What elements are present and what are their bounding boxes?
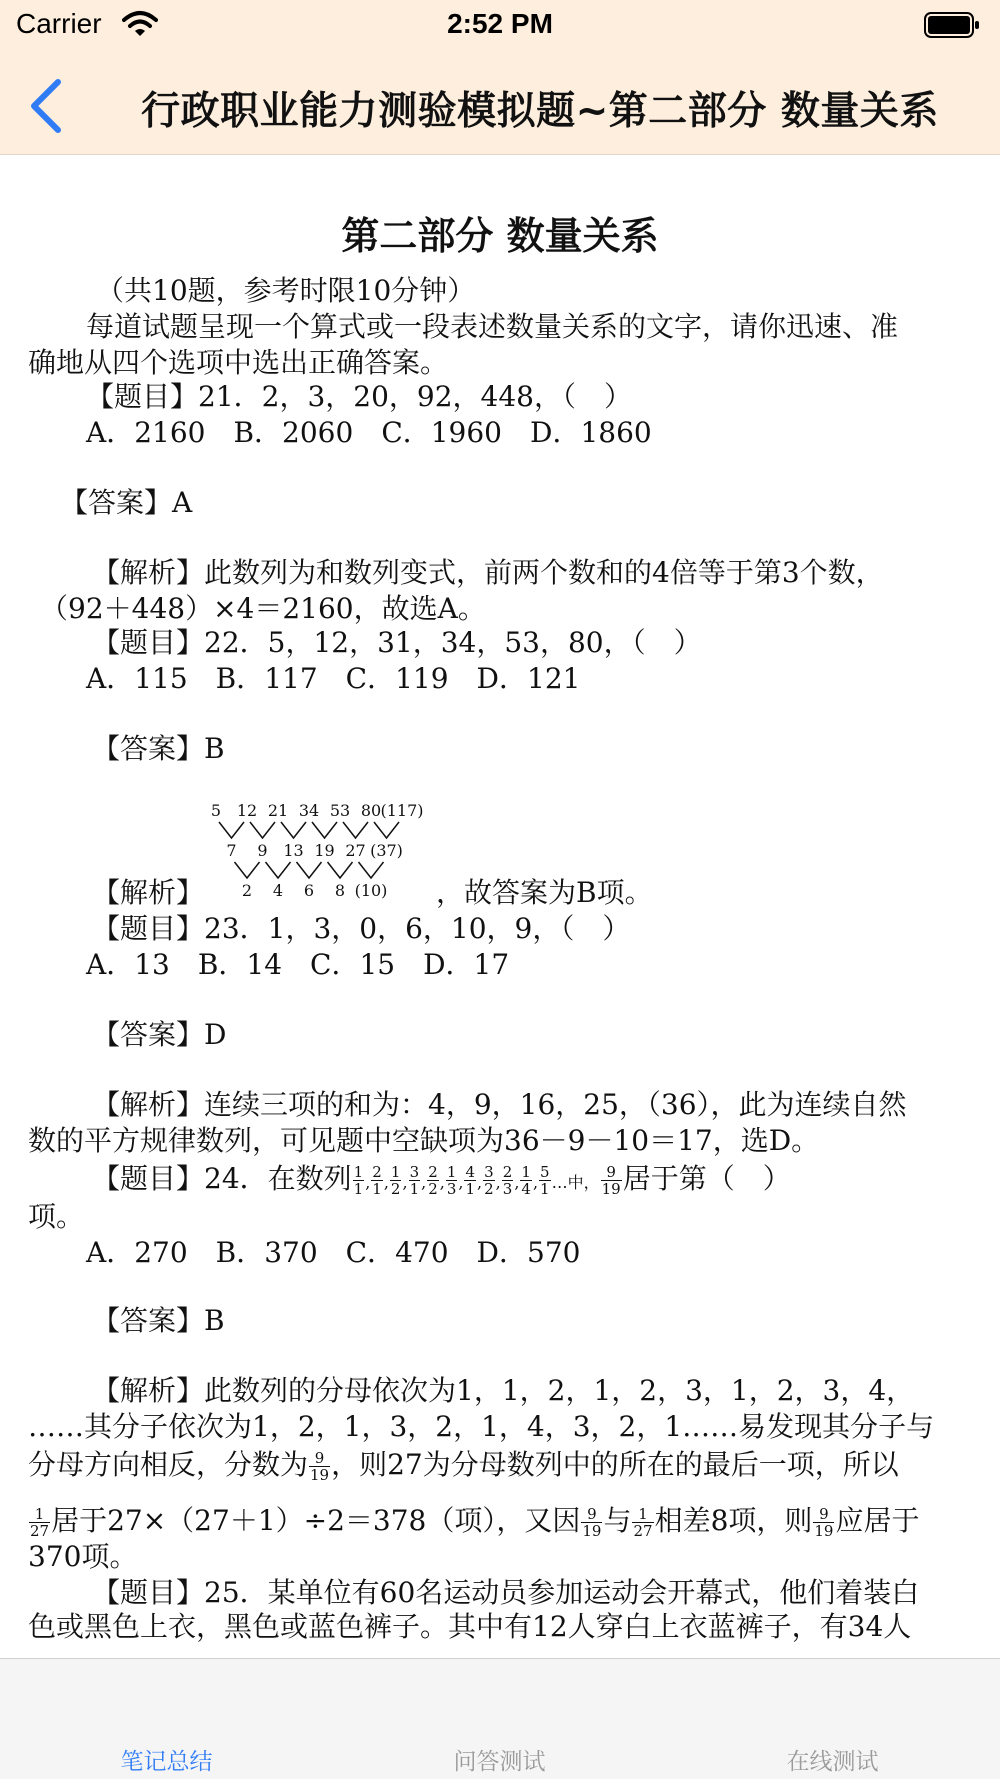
tab-bar — [0, 1658, 1000, 1779]
diagram-connector — [312, 822, 337, 838]
q25-question-2: 色或黑色上衣，黑色或蓝色裤子。其中有12人穿白上衣蓝裤子，有34人 — [28, 1610, 912, 1643]
sequence-fraction: $\frac{1}{4}$ — [521, 1163, 531, 1198]
diagram-number: 8 — [334, 881, 346, 900]
q24-answer: 【答案】B — [92, 1304, 225, 1337]
sequence-fraction: $\frac{4}{1}$ — [465, 1163, 476, 1198]
sequence-separator: , — [532, 1173, 539, 1192]
section-title: 第二部分 数量关系 — [341, 214, 659, 258]
battery-icon — [924, 12, 980, 38]
diagram-connector — [343, 822, 368, 838]
nav-title: 行政职业能力测验模拟题~第二部分 数量关系 — [141, 89, 939, 134]
q23-question: 【题目】23．1，3，0，6，10，9，（ ） — [92, 912, 631, 945]
q24-question-start: 【题目】24．在数列 — [92, 1162, 352, 1195]
sequence-separator: , — [421, 1173, 427, 1192]
q23-analysis-1: 【解析】连续三项的和为：4，9，16，25，（36），此为连续自然 — [92, 1088, 907, 1121]
carrier-label: Carrier — [16, 8, 102, 39]
diagram-number: 19 — [314, 841, 335, 860]
sequence-separator: , — [477, 1173, 483, 1192]
q22-analysis-tail: ，故答案为B项。 — [436, 876, 653, 909]
sequence-separator: , — [402, 1173, 408, 1192]
back-chevron-icon[interactable] — [24, 74, 72, 138]
diagram-connector — [266, 862, 291, 878]
q24-seq-tail: …中， — [551, 1173, 600, 1192]
diagram-number: 7 — [226, 841, 237, 860]
q24-analysis-3-b: ，则27为分母数列中的所在的最后一项，所以 — [331, 1448, 899, 1481]
sequence-separator: , — [495, 1173, 501, 1192]
q24-target-fraction: $\frac{9}{19}$ — [601, 1163, 621, 1198]
fraction-9-19: $\frac{9}{19}$ — [582, 1505, 602, 1540]
fraction-1-27: $\frac{1}{27}$ — [633, 1505, 653, 1540]
diagram-connector — [281, 822, 306, 838]
status-bar — [0, 0, 1000, 50]
diagram-number: 13 — [283, 841, 304, 860]
q24-question-end: 居于第（ ） — [622, 1162, 791, 1195]
q24-analysis-4 — [28, 1503, 920, 1539]
diagram-number: 27 — [345, 841, 366, 860]
sequence-separator: , — [365, 1173, 371, 1192]
diagram-number: (37) — [370, 841, 403, 860]
sequence-fraction: $\frac{3}{1}$ — [409, 1163, 420, 1198]
diagram-number: 53 — [329, 801, 351, 820]
sequence-separator: , — [383, 1173, 389, 1192]
sequence-fraction: $\frac{1}{3}$ — [446, 1163, 457, 1198]
sequence-fraction: $\frac{1}{1}$ — [353, 1163, 364, 1198]
q24-analysis-1: 【解析】此数列的分母依次为1，1，2，1，2，3，1，2，3，4， — [92, 1374, 915, 1407]
q24-analysis-4-d: 应居于 — [835, 1504, 920, 1537]
q22-difference-diagram — [200, 800, 460, 908]
diagram-connector — [219, 822, 244, 838]
fraction-9-19: $\frac{9}{19}$ — [310, 1449, 330, 1484]
sequence-separator: , — [439, 1173, 445, 1192]
diagram-number: 80 — [360, 801, 382, 820]
diagram-connector — [359, 862, 384, 878]
diagram-connector — [235, 862, 260, 878]
q25-question-1: 【题目】25．某单位有60名运动员参加运动会开幕式，他们着装白 — [92, 1576, 920, 1609]
q24-analysis-2: ……其分子依次为1，2，1，3，2，1，4，3，2，1……易发现其分子与 — [28, 1410, 935, 1443]
q21-analysis-1: 【解析】此数列为和数列变式，前两个数和的4倍等于第3个数， — [92, 556, 884, 589]
q23-answer: 【答案】D — [92, 1018, 227, 1051]
q24-question — [92, 1161, 791, 1201]
nav-header — [0, 60, 1000, 154]
intro-desc-2: 确地从四个选项中选出正确答案。 — [28, 346, 449, 379]
diagram-connector — [297, 862, 322, 878]
q24-analysis-4-c: 相差8项，则 — [654, 1504, 813, 1537]
diagram-number: 2 — [241, 881, 253, 900]
q24-analysis-3-a: 分母方向相反，分数为 — [28, 1448, 309, 1481]
diagram-number: 5 — [210, 801, 222, 820]
q21-analysis-2: （92＋448）×4＝2160，故选A。 — [40, 592, 486, 625]
fraction-1-27: $\frac{1}{27}$ — [30, 1505, 50, 1540]
article-content[interactable] — [0, 155, 1000, 1658]
q24-options: A．270 B．370 C．470 D．570 — [86, 1236, 581, 1269]
sequence-fraction: $\frac{2}{3}$ — [502, 1163, 513, 1198]
q24-analysis-4-b: 与 — [603, 1504, 632, 1537]
diagram-connector — [328, 862, 353, 878]
q22-answer: 【答案】B — [92, 732, 225, 765]
sequence-separator: , — [514, 1173, 520, 1192]
q23-analysis-2: 数的平方规律数列，可见题中空缺项为36－9－10＝17，选D。 — [28, 1124, 820, 1157]
fraction-9-19: $\frac{9}{19}$ — [814, 1505, 834, 1540]
diagram-number: (10) — [354, 881, 388, 900]
tab-notes-summary[interactable]: 笔记总结 — [120, 1749, 213, 1775]
q24-analysis-4-a: 居于27×（27＋1）÷2＝378（项），又因 — [51, 1504, 581, 1537]
diagram-number: (117) — [380, 801, 424, 820]
diagram-number: 21 — [267, 801, 289, 820]
q22-question: 【题目】22．5，12，31，34，53，80，（ ） — [92, 626, 702, 659]
q21-answer: 【答案】A — [60, 486, 193, 519]
navigation-bar — [0, 0, 1000, 155]
diagram-number: 34 — [298, 801, 320, 820]
q23-options: A．13 B．14 C．15 D．17 — [86, 948, 510, 981]
sequence-fraction: $\frac{5}{1}$ — [540, 1163, 550, 1198]
sequence-fraction: $\frac{2}{2}$ — [428, 1163, 438, 1198]
q24-question-wrap: 项。 — [28, 1200, 85, 1233]
q22-analysis-label: 【解析】 — [92, 876, 205, 909]
tab-qa-test[interactable]: 问答测试 — [453, 1749, 546, 1775]
sequence-fraction: $\frac{3}{2}$ — [484, 1163, 494, 1198]
diagram-connector — [374, 822, 399, 838]
diagram-number: 6 — [303, 881, 315, 900]
q24-sequence — [352, 1162, 552, 1198]
intro-desc-1: 每道试题呈现一个算式或一段表述数量关系的文字，请你迅速、准 — [86, 310, 899, 343]
q21-options: A．2160 B．2060 C．1960 D．1860 — [86, 416, 652, 449]
q24-analysis-3 — [28, 1447, 899, 1483]
q21-question: 【题目】21．2，3，20，92，448，（ ） — [86, 380, 632, 413]
q24-analysis-5: 370项。 — [28, 1540, 138, 1573]
sequence-fraction: $\frac{1}{2}$ — [390, 1163, 401, 1198]
sequence-fraction: $\frac{2}{1}$ — [372, 1163, 382, 1198]
clock: 2:52 PM — [447, 8, 553, 39]
tab-online-test[interactable]: 在线测试 — [786, 1749, 879, 1775]
diagram-number: 9 — [257, 841, 268, 860]
diagram-number: 12 — [236, 801, 258, 820]
intro-note: （共10题，参考时限10分钟） — [96, 274, 476, 307]
diagram-connector — [250, 822, 275, 838]
sequence-separator: , — [458, 1173, 464, 1192]
q22-options: A．115 B．117 C．119 D．121 — [86, 662, 581, 695]
diagram-number: 4 — [272, 881, 284, 900]
